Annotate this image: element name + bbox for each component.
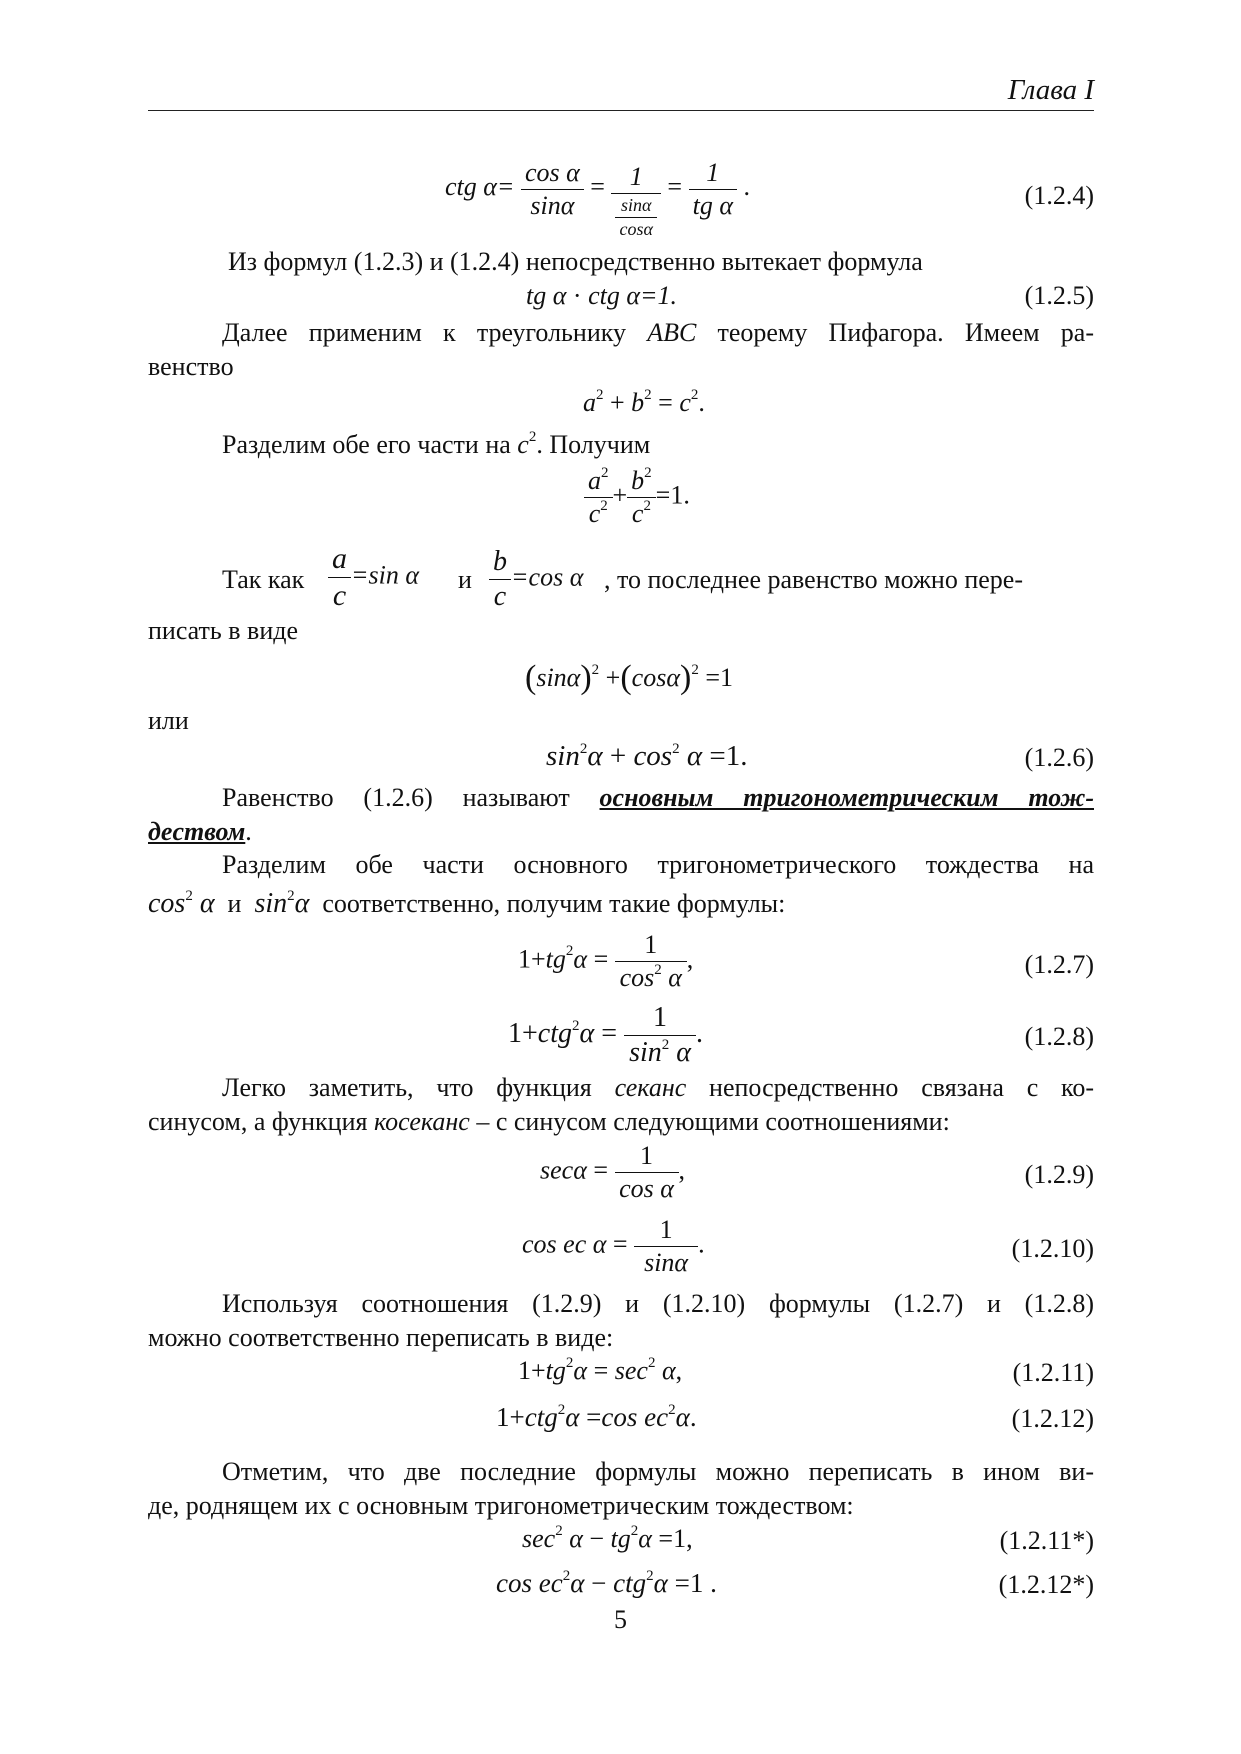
formula-1-2-4: ctg α= $\frac{\text{cos α}}{\sin\alpha}$ = $\frac{1}{\frac{\sin\alpha}{\cos\alpha}}$ = $\frac{1}{\text{tg α}}$ . <box>445 157 750 239</box>
formula-1-2-12: 1+ctg$^2$α =cos $ec^2\alpha$. <box>496 1402 697 1432</box>
eq-number: (1.2.11) <box>1012 1358 1094 1387</box>
running-header <box>148 72 1094 111</box>
eq-number: (1.2.9) <box>1024 1160 1094 1189</box>
eq-number: (1.2.12) <box>1011 1404 1094 1433</box>
formula-1-2-9: secα = $\frac{1}{\text{cos α}}$ , <box>540 1141 686 1203</box>
paragraph-1: Из формул (1.2.3) и (1.2.4) непосредственно вытекает формула <box>228 247 923 276</box>
formula-divided: $\frac{a^2}{c^2}$ + $\frac{b^2}{c^2}$ =1. <box>584 466 690 529</box>
paragraph-2-line1: Далее применим к треугольнику ABC теорему Пифагора. Имеем ра- <box>222 318 1094 347</box>
eq-number: (1.2.8) <box>1024 1022 1094 1051</box>
eq-number: (1.2.5) <box>1024 281 1094 310</box>
formula-1-2-7: $1+tg^2\alpha$ = $\frac{1}{\cos^2 \alpha}$ , <box>518 930 694 992</box>
eq-number: (1.2.7) <box>1024 950 1094 979</box>
eq-number: (1.2.12*) <box>998 1570 1094 1599</box>
formula-1-2-11-star: $\sec^2 \alpha - tg^2\alpha =1$, <box>522 1523 693 1553</box>
paragraph-8-line2: можно соответственно переписать в виде: <box>148 1323 614 1352</box>
formula-1-2-11: $1+tg^2\alpha = \sec^2 \alpha$, <box>518 1355 683 1385</box>
eq-number: (1.2.4) <box>1024 181 1094 210</box>
paragraph-5-line2: дeством. <box>148 817 252 846</box>
paragraph-9-line1: Отметим, что две последние формулы можно переписать в ином ви- <box>222 1457 1094 1486</box>
paragraph-2-line2: венство <box>148 352 234 381</box>
paragraph-4-and: и <box>458 565 472 594</box>
formula-cos-ratio: $\frac{b}{c}$ =cos α <box>489 546 583 613</box>
eq-number: (1.2.10) <box>1011 1234 1094 1263</box>
paragraph-9-line2: де, роднящем их с основным тригонометрическим тождеством: <box>148 1491 854 1520</box>
formula-squares-sum: $(\sin\alpha)^2 +(\cos\alpha)^2 =1$ <box>525 659 733 696</box>
paragraph-6-line2: $\cos^2 \alpha$ и $\sin^2\alpha$ соответственно, получим такие формулы: <box>148 888 786 919</box>
formula-1-2-6: $\sin^2\alpha + \cos^2 \alpha =1$. <box>546 740 748 772</box>
eq-number: (1.2.11*) <box>999 1526 1094 1555</box>
formula-pythagoras: $a^2 + b^2 = c^2$. <box>583 387 705 417</box>
paragraph-5-line1: Равенство (1.2.6) называют основным тригонометрическим тож- <box>222 783 1094 812</box>
paragraph-7-line1: Легко заметить, что функция секанс непосредственно связана с ко- <box>222 1073 1094 1102</box>
word-or: или <box>148 706 189 735</box>
formula-1-2-8: 1+ctg$^2$α = $\frac{1}{\sin^2 \alpha}$ . <box>508 1002 704 1068</box>
paragraph-7-line2: синусом, а функция косеканс – с синусом следующими соотношениями: <box>148 1107 950 1136</box>
eq-number: (1.2.6) <box>1024 743 1094 772</box>
term-identity: основным тригонометрическим тож- <box>599 783 1094 812</box>
paragraph-8-line1: Используя соотношения (1.2.9) и (1.2.10) формулы (1.2.7) и (1.2.8) <box>222 1289 1094 1318</box>
chapter-title: Глава I <box>1007 74 1094 106</box>
paragraph-6-line1: Разделим обе части основного тригонометрического тождества на <box>222 850 1094 879</box>
paragraph-3: Разделим обе его части на $c^2$. Получим <box>222 429 651 459</box>
paragraph-4-line2: писать в виде <box>148 616 299 645</box>
formula-1-2-12-star: $\cos ec^2\alpha - ctg^2\alpha =1$ . <box>496 1568 717 1598</box>
paragraph-4-tail: , то последнее равенство можно пере- <box>604 565 1023 594</box>
paragraph-4-lead: Так как <box>222 565 305 594</box>
formula-sin-ratio: $\frac{a}{c}$ =sin α <box>328 542 419 613</box>
formula-1-2-5: tg α · ctg α=1. <box>526 281 678 310</box>
formula-1-2-10: cos ec α = $\frac{1}{\sin\alpha}$ . <box>522 1215 705 1277</box>
page-number: 5 <box>614 1605 627 1634</box>
